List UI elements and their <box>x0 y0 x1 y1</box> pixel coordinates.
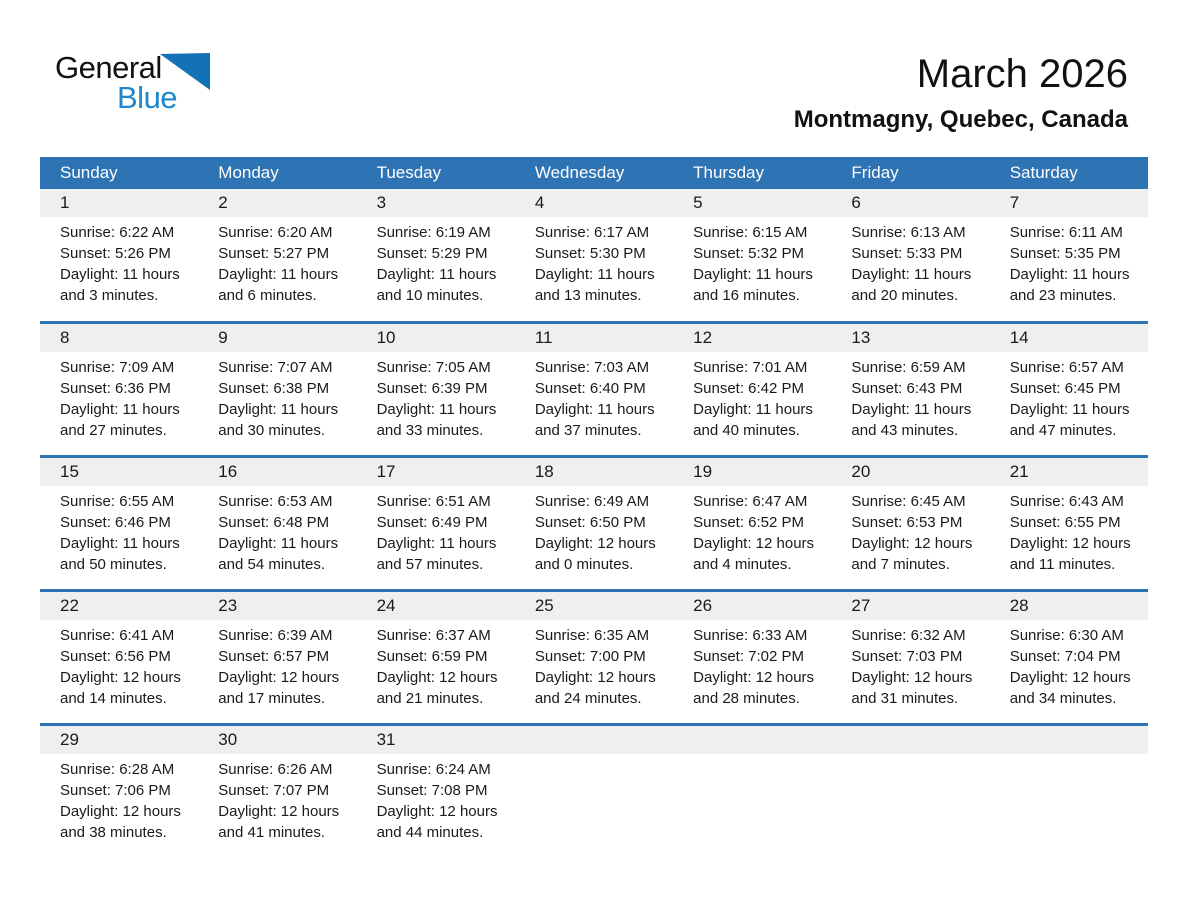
daylight-hours-text: Daylight: 11 hours <box>534 401 655 418</box>
day-cell-2 <box>198 189 356 321</box>
daylight-hours-text: Daylight: 12 hours <box>534 669 656 686</box>
day-details <box>40 486 198 589</box>
day-cell-4 <box>515 189 673 321</box>
day-details <box>990 486 1148 589</box>
day-cell-24 <box>357 592 515 723</box>
daylight-minutes-text: and 30 minutes. <box>218 422 326 439</box>
day-number: 4 <box>515 189 673 217</box>
sunset-text: Sunset: 6:38 PM <box>218 380 330 397</box>
weekday-header-thursday: Thursday <box>693 163 765 182</box>
daylight-hours-text: Daylight: 11 hours <box>218 401 339 418</box>
day-number: 11 <box>515 324 673 352</box>
day-cell-empty <box>990 726 1148 857</box>
day-number: 16 <box>198 458 356 486</box>
day-number: 12 <box>673 324 831 352</box>
month-title: March 2026 <box>916 52 1128 96</box>
sunset-text: Sunset: 6:46 PM <box>60 514 171 531</box>
logo-text-blue: Blue <box>117 80 178 115</box>
day-number: 25 <box>515 592 673 620</box>
day-details <box>673 217 831 320</box>
sunset-text: Sunset: 6:49 PM <box>376 514 488 531</box>
day-details <box>673 486 831 589</box>
sunset-text: Sunset: 6:50 PM <box>534 514 646 531</box>
day-cell-8 <box>40 324 198 455</box>
daylight-minutes-text: and 40 minutes. <box>693 422 800 439</box>
sunrise-text: Sunrise: 6:28 AM <box>60 761 175 778</box>
daylight-hours-text: Daylight: 12 hours <box>60 669 181 686</box>
daylight-hours-text: Daylight: 11 hours <box>376 266 497 283</box>
sunrise-text: Sunrise: 6:32 AM <box>851 627 966 644</box>
day-cell-29 <box>40 726 198 857</box>
sunrise-text: Sunrise: 6:26 AM <box>218 761 333 778</box>
day-details <box>198 352 356 455</box>
daylight-minutes-text: and 34 minutes. <box>1009 690 1117 707</box>
daylight-minutes-text: and 11 minutes. <box>1009 556 1116 573</box>
day-cell-19 <box>673 458 831 589</box>
daylight-minutes-text: and 43 minutes. <box>851 422 959 439</box>
logo-text-general: General <box>55 50 162 85</box>
day-cell-empty <box>673 726 831 857</box>
daylight-hours-text: Daylight: 12 hours <box>693 669 815 686</box>
day-details <box>198 486 356 589</box>
daylight-minutes-text: and 33 minutes. <box>376 422 484 439</box>
sunrise-text: Sunrise: 6:17 AM <box>534 224 650 241</box>
location-subtitle: Montmagny, Quebec, Canada <box>793 106 1128 133</box>
daylight-minutes-text: and 13 minutes. <box>534 287 642 304</box>
weekday-header-row <box>40 157 1148 189</box>
sunset-text: Sunset: 5:30 PM <box>534 245 646 262</box>
day-cell-12 <box>673 324 831 455</box>
day-number: 2 <box>198 189 356 217</box>
sunset-text: Sunset: 5:33 PM <box>851 245 963 262</box>
sunrise-text: Sunrise: 6:30 AM <box>1009 627 1124 644</box>
day-number: 21 <box>990 458 1148 486</box>
daylight-minutes-text: and 41 minutes. <box>218 824 326 841</box>
day-details <box>40 352 198 455</box>
day-details <box>831 486 989 589</box>
general-blue-logo <box>55 52 210 113</box>
sunset-text: Sunset: 5:27 PM <box>218 245 330 262</box>
weekday-header-tuesday: Tuesday <box>376 163 442 182</box>
sunset-text: Sunset: 6:48 PM <box>218 514 330 531</box>
weeks-container <box>40 189 1148 857</box>
day-details <box>831 620 989 723</box>
day-cell-11 <box>515 324 673 455</box>
week-row-5 <box>40 723 1148 857</box>
day-details <box>357 486 515 589</box>
sunset-text: Sunset: 6:57 PM <box>218 648 330 665</box>
sunset-text: Sunset: 6:40 PM <box>534 380 646 397</box>
daylight-hours-text: Daylight: 11 hours <box>376 535 497 552</box>
day-number: 26 <box>673 592 831 620</box>
week-row-1 <box>40 189 1148 321</box>
day-number: 31 <box>357 726 515 754</box>
sunrise-text: Sunrise: 7:09 AM <box>60 359 175 376</box>
day-cell-30 <box>198 726 356 857</box>
sunrise-text: Sunrise: 6:43 AM <box>1009 493 1124 510</box>
daylight-minutes-text: and 0 minutes. <box>534 556 634 573</box>
daylight-hours-text: Daylight: 11 hours <box>218 535 339 552</box>
day-number: 29 <box>40 726 198 754</box>
daylight-hours-text: Daylight: 11 hours <box>1009 266 1130 283</box>
day-number: 20 <box>831 458 989 486</box>
sunrise-text: Sunrise: 6:59 AM <box>851 359 966 376</box>
daylight-minutes-text: and 27 minutes. <box>60 422 167 439</box>
day-details <box>40 217 198 320</box>
day-cell-17 <box>357 458 515 589</box>
sunset-text: Sunset: 6:59 PM <box>376 648 488 665</box>
sunrise-text: Sunrise: 7:01 AM <box>693 359 808 376</box>
day-number: 10 <box>357 324 515 352</box>
day-details <box>831 352 989 455</box>
day-cell-27 <box>831 592 989 723</box>
day-cell-20 <box>831 458 989 589</box>
daylight-hours-text: Daylight: 12 hours <box>376 803 498 820</box>
sunrise-text: Sunrise: 6:35 AM <box>534 627 650 644</box>
sunset-text: Sunset: 6:52 PM <box>693 514 805 531</box>
daylight-hours-text: Daylight: 12 hours <box>218 803 340 820</box>
day-cell-5 <box>673 189 831 321</box>
sunset-text: Sunset: 5:32 PM <box>693 245 805 262</box>
sunset-text: Sunset: 7:03 PM <box>851 648 963 665</box>
daylight-minutes-text: and 16 minutes. <box>693 287 800 304</box>
day-number: 22 <box>40 592 198 620</box>
sunrise-text: Sunrise: 6:37 AM <box>376 627 491 644</box>
daylight-hours-text: Daylight: 12 hours <box>218 669 340 686</box>
day-number: 13 <box>831 324 989 352</box>
weekday-header-sunday: Sunday <box>60 163 118 182</box>
sunrise-text: Sunrise: 6:33 AM <box>693 627 808 644</box>
day-cell-10 <box>357 324 515 455</box>
day-number: 3 <box>357 189 515 217</box>
sunrise-text: Sunrise: 6:22 AM <box>60 224 175 241</box>
day-number: 24 <box>357 592 515 620</box>
daylight-hours-text: Daylight: 11 hours <box>376 401 497 418</box>
sunset-text: Sunset: 6:53 PM <box>851 514 963 531</box>
week-row-2 <box>40 321 1148 455</box>
sunrise-text: Sunrise: 7:03 AM <box>534 359 650 376</box>
day-number: 6 <box>831 189 989 217</box>
day-number: 17 <box>357 458 515 486</box>
daylight-minutes-text: and 21 minutes. <box>376 690 484 707</box>
day-details <box>515 620 673 723</box>
sunset-text: Sunset: 6:36 PM <box>60 380 171 397</box>
sunrise-text: Sunrise: 6:55 AM <box>60 493 175 510</box>
daylight-minutes-text: and 20 minutes. <box>851 287 959 304</box>
sunset-text: Sunset: 7:07 PM <box>218 782 330 799</box>
daylight-hours-text: Daylight: 11 hours <box>534 266 655 283</box>
daylight-minutes-text: and 3 minutes. <box>60 287 159 304</box>
daylight-minutes-text: and 24 minutes. <box>534 690 642 707</box>
day-details <box>990 352 1148 455</box>
weekday-header-saturday: Saturday <box>1009 163 1078 182</box>
day-details <box>515 486 673 589</box>
daylight-hours-text: Daylight: 12 hours <box>1009 669 1131 686</box>
sunset-text: Sunset: 6:45 PM <box>1009 380 1121 397</box>
day-number: 9 <box>198 324 356 352</box>
daylight-hours-text: Daylight: 12 hours <box>534 535 656 552</box>
daylight-minutes-text: and 57 minutes. <box>376 556 484 573</box>
sunrise-text: Sunrise: 6:49 AM <box>534 493 650 510</box>
day-number <box>673 726 831 754</box>
sunrise-text: Sunrise: 6:15 AM <box>693 224 808 241</box>
sunset-text: Sunset: 6:42 PM <box>693 380 805 397</box>
daylight-minutes-text: and 28 minutes. <box>693 690 800 707</box>
daylight-hours-text: Daylight: 12 hours <box>693 535 815 552</box>
page-header <box>0 0 1188 157</box>
sunset-text: Sunset: 7:00 PM <box>534 648 646 665</box>
day-details <box>990 620 1148 723</box>
sunrise-text: Sunrise: 6:51 AM <box>376 493 491 510</box>
sunrise-text: Sunrise: 6:24 AM <box>376 761 491 778</box>
day-cell-6 <box>831 189 989 321</box>
day-cell-13 <box>831 324 989 455</box>
day-details <box>40 620 198 723</box>
daylight-hours-text: Daylight: 11 hours <box>218 266 339 283</box>
day-cell-empty <box>515 726 673 857</box>
day-cell-empty <box>831 726 989 857</box>
day-number: 7 <box>990 189 1148 217</box>
sunrise-text: Sunrise: 6:47 AM <box>693 493 808 510</box>
daylight-minutes-text: and 23 minutes. <box>1009 287 1117 304</box>
day-number <box>515 726 673 754</box>
week-row-3 <box>40 455 1148 589</box>
daylight-hours-text: Daylight: 11 hours <box>851 401 972 418</box>
daylight-minutes-text: and 10 minutes. <box>376 287 484 304</box>
sunset-text: Sunset: 6:43 PM <box>851 380 963 397</box>
daylight-hours-text: Daylight: 12 hours <box>1009 535 1131 552</box>
day-details <box>357 620 515 723</box>
day-cell-1 <box>40 189 198 321</box>
daylight-hours-text: Daylight: 11 hours <box>693 401 813 418</box>
daylight-minutes-text: and 47 minutes. <box>1009 422 1117 439</box>
sunrise-text: Sunrise: 6:20 AM <box>218 224 333 241</box>
daylight-hours-text: Daylight: 11 hours <box>851 266 972 283</box>
day-details <box>198 620 356 723</box>
day-cell-21 <box>990 458 1148 589</box>
sunset-text: Sunset: 5:29 PM <box>376 245 488 262</box>
sunset-text: Sunset: 7:06 PM <box>60 782 171 799</box>
day-details <box>673 620 831 723</box>
daylight-hours-text: Daylight: 12 hours <box>851 669 973 686</box>
day-cell-16 <box>198 458 356 589</box>
day-number <box>990 726 1148 754</box>
day-details <box>357 352 515 455</box>
day-cell-15 <box>40 458 198 589</box>
daylight-minutes-text: and 4 minutes. <box>693 556 792 573</box>
day-number: 19 <box>673 458 831 486</box>
sunset-text: Sunset: 5:26 PM <box>60 245 171 262</box>
day-number: 14 <box>990 324 1148 352</box>
day-number: 1 <box>40 189 198 217</box>
sunrise-text: Sunrise: 6:13 AM <box>851 224 966 241</box>
sunset-text: Sunset: 6:39 PM <box>376 380 488 397</box>
day-cell-23 <box>198 592 356 723</box>
day-cell-3 <box>357 189 515 321</box>
day-number: 5 <box>673 189 831 217</box>
sunrise-text: Sunrise: 6:45 AM <box>851 493 966 510</box>
day-details <box>40 754 198 857</box>
day-number: 18 <box>515 458 673 486</box>
day-cell-25 <box>515 592 673 723</box>
daylight-minutes-text: and 37 minutes. <box>534 422 642 439</box>
sunset-text: Sunset: 7:04 PM <box>1009 648 1121 665</box>
day-cell-31 <box>357 726 515 857</box>
sunrise-text: Sunrise: 7:05 AM <box>376 359 491 376</box>
sunrise-text: Sunrise: 6:39 AM <box>218 627 333 644</box>
day-number: 15 <box>40 458 198 486</box>
daylight-hours-text: Daylight: 12 hours <box>60 803 181 820</box>
sunset-text: Sunset: 6:56 PM <box>60 648 171 665</box>
sunset-text: Sunset: 6:55 PM <box>1009 514 1121 531</box>
daylight-hours-text: Daylight: 11 hours <box>60 535 180 552</box>
day-cell-7 <box>990 189 1148 321</box>
daylight-hours-text: Daylight: 11 hours <box>1009 401 1130 418</box>
sunrise-text: Sunrise: 6:19 AM <box>376 224 491 241</box>
day-details <box>198 754 356 857</box>
sunrise-text: Sunrise: 6:57 AM <box>1009 359 1124 376</box>
day-cell-9 <box>198 324 356 455</box>
day-number <box>831 726 989 754</box>
daylight-hours-text: Daylight: 11 hours <box>693 266 813 283</box>
weekday-header-friday: Friday <box>851 163 899 182</box>
day-cell-26 <box>673 592 831 723</box>
daylight-hours-text: Daylight: 12 hours <box>851 535 973 552</box>
weekday-header-wednesday: Wednesday <box>534 163 625 182</box>
day-cell-28 <box>990 592 1148 723</box>
daylight-minutes-text: and 14 minutes. <box>60 690 167 707</box>
calendar-grid <box>40 157 1148 857</box>
day-details <box>831 217 989 320</box>
sunrise-text: Sunrise: 6:41 AM <box>60 627 175 644</box>
daylight-minutes-text: and 44 minutes. <box>376 824 484 841</box>
sunset-text: Sunset: 7:08 PM <box>376 782 488 799</box>
day-cell-22 <box>40 592 198 723</box>
weekday-header-monday: Monday <box>218 163 279 182</box>
title-block <box>794 52 1128 134</box>
day-details <box>198 217 356 320</box>
daylight-hours-text: Daylight: 11 hours <box>60 401 180 418</box>
sunset-text: Sunset: 5:35 PM <box>1009 245 1121 262</box>
day-details <box>673 352 831 455</box>
day-details <box>357 217 515 320</box>
day-number: 8 <box>40 324 198 352</box>
daylight-minutes-text: and 6 minutes. <box>218 287 317 304</box>
daylight-minutes-text: and 17 minutes. <box>218 690 326 707</box>
daylight-minutes-text: and 54 minutes. <box>218 556 326 573</box>
day-details <box>990 217 1148 320</box>
day-number: 27 <box>831 592 989 620</box>
day-cell-14 <box>990 324 1148 455</box>
day-number: 30 <box>198 726 356 754</box>
daylight-hours-text: Daylight: 11 hours <box>60 266 180 283</box>
sunrise-text: Sunrise: 6:11 AM <box>1009 224 1123 241</box>
sunrise-text: Sunrise: 7:07 AM <box>218 359 333 376</box>
sunset-text: Sunset: 7:02 PM <box>693 648 805 665</box>
day-details <box>357 754 515 857</box>
day-details <box>515 217 673 320</box>
day-number: 28 <box>990 592 1148 620</box>
daylight-minutes-text: and 31 minutes. <box>851 690 959 707</box>
day-details <box>515 352 673 455</box>
day-number: 23 <box>198 592 356 620</box>
daylight-minutes-text: and 50 minutes. <box>60 556 167 573</box>
sunrise-text: Sunrise: 6:53 AM <box>218 493 333 510</box>
daylight-hours-text: Daylight: 12 hours <box>376 669 498 686</box>
week-row-4 <box>40 589 1148 723</box>
daylight-minutes-text: and 7 minutes. <box>851 556 950 573</box>
daylight-minutes-text: and 38 minutes. <box>60 824 167 841</box>
day-cell-18 <box>515 458 673 589</box>
